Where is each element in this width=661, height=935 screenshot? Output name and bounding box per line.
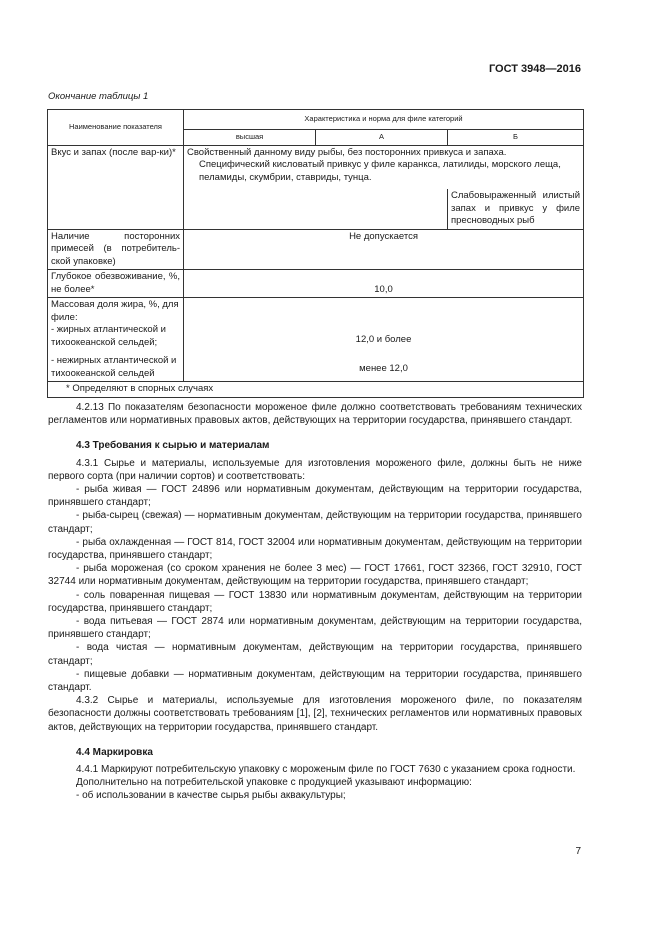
body-text (48, 401, 582, 803)
list-item: - рыба живая — ГОСТ 24896 или нормативным документам, действующим на территории государства, принявшего стандарт; (48, 484, 582, 509)
col-header-highest: высшая (184, 130, 316, 146)
col-header-group: Характеристика и норма для филе категорий (184, 110, 584, 130)
list-item: - вода чистая — нормативным документам, действующим на территории государства, принявшего стандарт; (48, 642, 582, 667)
row-fat-val2: менее 12,0 (359, 362, 408, 374)
para-additional: Дополнительно на потребительской упаковке с продукцией указывают информацию: (76, 777, 472, 789)
row-taste-b: Слабовыраженный илистый запах и привкус у филе пресноводных рыб (448, 189, 584, 229)
row-impurities-name: Наличие посторонних примесей (в потребитель-ской упаковке) (48, 229, 184, 270)
page-number: 7 (575, 846, 581, 857)
row-fat-values (184, 298, 584, 382)
list-item: - рыба мороженая (со сроком хранения не более 3 мес) — ГОСТ 17661, ГОСТ 32366, ГОСТ 32910, ГОСТ 32744 или нормативным документам, действующим на территории государства, принявшего стандарт; (48, 563, 582, 588)
list-item: - пищевые добавки — нормативным документам, действующим на территории государства, принявшего стандарт. (48, 668, 582, 694)
heading-4-4: 4.4 Маркировка (76, 746, 153, 758)
row-taste-name: Вкус и запах (после вар-ки)* (48, 145, 184, 229)
para-4-2-13: 4.2.13 По показателям безопасности мороженое филе должно соответствовать требованиям технических регламентов или нормативных правовых актов, действующих на территории государства, принявшего стандарт. (48, 402, 582, 427)
row-taste-all (184, 145, 584, 189)
row-dehydration-name: Глубокое обезвоживание, %, не более* (48, 270, 184, 298)
col-header-b: Б (448, 130, 584, 146)
col-header-name: Наименование показателя (48, 110, 184, 146)
para-4-3-2: 4.3.2 Сырье и материалы, используемые для изготовления мороженого филе, по показателям безопасности должны соответствовать требованиям [1], [2], технических регламентов или нормативных правовых актов, действующих на территории государства, принявшего стандарт. (48, 695, 582, 733)
list-item: - вода питьевая — ГОСТ 2874 или нормативным документам, действующим на территории государства, принявшего стандарт; (48, 616, 582, 641)
table-footnote: * Определяют в спорных случаях (48, 382, 584, 398)
para-4-3-1: 4.3.1 Сырье и материалы, используемые для изготовления мороженого филе, должны быть не ниже первого сорта (при наличии сортов) и соответствовать: (48, 457, 582, 482)
row-taste-text-2: Специфический кисловатый привкус у филе каранкса, латилиды, морского леща, пеламиды, скумбрии, ставриды, тунца. (199, 159, 561, 183)
row-fat-sub2: - нежирных атлантической и тихоокеанской сельдей (51, 355, 177, 379)
para-aquaculture: - об использовании в качестве сырья рыбы аквакультуры; (76, 790, 346, 802)
table-caption: Окончание таблицы 1 (48, 91, 149, 102)
row-fat-val1: 12,0 и более (355, 334, 412, 345)
list-item: - рыба охлажденная — ГОСТ 814, ГОСТ 32004 или нормативным документам, действующим на территории государства, принявшего стандарт; (48, 536, 582, 562)
list-item: - соль поваренная пищевая — ГОСТ 13830 или нормативным документам, действующим на территории государства, принявшего стандарт; (48, 589, 582, 614)
row-dehydration-value: 10,0 (184, 270, 584, 298)
para-4-4-1: 4.4.1 Маркируют потребительскую упаковку с мороженым филе по ГОСТ 7630 с указанием срока годности. (76, 764, 576, 776)
col-header-a: А (316, 130, 448, 146)
quality-table (47, 109, 584, 398)
heading-4-3: 4.3 Требования к сырью и материалам (76, 440, 270, 452)
row-fat-sub1: - жирных атлантической и тихоокеанской сельдей; (51, 324, 166, 348)
row-impurities-value: Не допускается (184, 229, 584, 270)
document-header: ГОСТ 3948—2016 (488, 63, 581, 75)
list-item: - рыба-сырец (свежая) — нормативным документам, действующим на территории государства, принявшего стандарт; (48, 510, 582, 535)
row-taste-empty (184, 189, 448, 229)
row-taste-text-1: Свойственный данному виду рыбы, без посторонних привкуса и запаха. (187, 146, 507, 158)
row-fat-title: Массовая доля жира, %, для филе: (51, 299, 179, 323)
row-fat-name (48, 298, 184, 382)
